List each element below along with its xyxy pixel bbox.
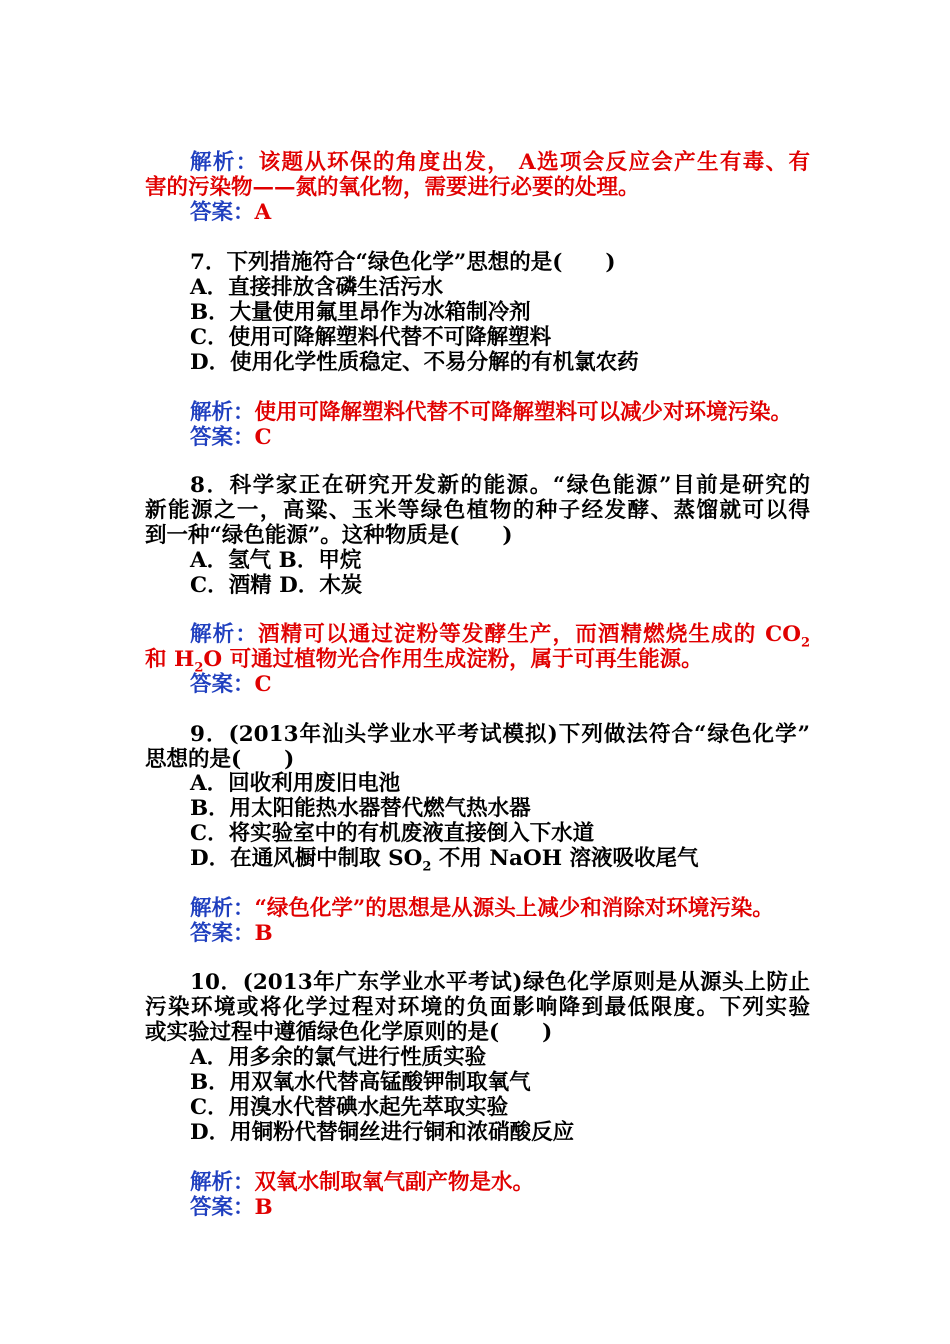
text-run: A．用多余的氯气进行性质实验	[190, 1045, 487, 1070]
text-line	[190, 473, 810, 498]
text-line	[190, 846, 810, 875]
text-line	[190, 1195, 810, 1220]
text-line	[190, 325, 810, 350]
text-line	[190, 1070, 810, 1095]
text-run: A	[254, 200, 272, 225]
text-line	[190, 1095, 810, 1120]
text-run: 到一种“绿色能源”。这种物质是( )	[145, 523, 513, 548]
answer-label: 答案：	[190, 200, 255, 225]
text-line	[190, 400, 810, 425]
text-line	[145, 647, 810, 676]
text-line	[190, 970, 810, 995]
text-run: 该题从环保的角度出发， A选项会反应会产生有毒、有	[258, 150, 810, 175]
text-line	[190, 275, 810, 300]
text-run: 不用 NaOH 溶液吸收尾气	[431, 846, 699, 871]
text-run: 双氧水制取氧气副产物是水。	[254, 1170, 535, 1195]
text-run: 9．(2013年汕头学业水平考试模拟)下列做法符合“绿色化学”	[190, 722, 810, 747]
text-run: 思想的是( )	[145, 747, 295, 772]
text-run: C．使用可降解塑料代替不可降解塑料	[190, 325, 552, 350]
text-run: O 可通过植物光合作用生成淀粉，属于可再生能源。	[203, 647, 703, 672]
text-run: 污染环境或将化学过程对环境的负面影响降到最低限度。下列实验	[145, 995, 810, 1020]
text-line	[190, 350, 810, 375]
text-run: B．用太阳能热水器替代燃气热水器	[190, 796, 531, 821]
text-run: 使用可降解塑料代替不可降解塑料可以减少对环境污染。	[254, 400, 793, 425]
answer-label: 答案：	[190, 672, 255, 697]
subscript: 2	[194, 660, 204, 676]
text-line	[145, 498, 810, 523]
text-line	[190, 548, 810, 573]
text-run: B	[254, 921, 273, 946]
text-run: C．酒精 D．木炭	[190, 573, 363, 598]
text-run: D．使用化学性质稳定、不易分解的有机氯农药	[190, 350, 639, 375]
text-line	[190, 573, 810, 598]
text-run: A．回收利用废旧电池	[190, 771, 401, 796]
text-run: C．将实验室中的有机废液直接倒入下水道	[190, 821, 595, 846]
text-run: 酒精可以通过淀粉等发酵生产，而酒精燃烧生成的 CO	[257, 622, 801, 647]
text-line	[190, 425, 810, 450]
text-run: 7．下列措施符合“绿色化学”思想的是( )	[190, 250, 616, 275]
text-line	[145, 1020, 810, 1045]
text-run: 10．(2013年广东学业水平考试)绿色化学原则是从源头上防止	[190, 970, 810, 995]
text-line	[190, 1120, 810, 1145]
text-run: B．大量使用氟里昂作为冰箱制冷剂	[190, 300, 531, 325]
text-run: 或实验过程中遵循绿色化学原则的是( )	[145, 1020, 553, 1045]
answer-label: 答案：	[190, 425, 255, 450]
answer-label: 解析：	[190, 622, 258, 647]
text-line	[190, 921, 810, 946]
text-run: A．直接排放含磷生活污水	[190, 275, 444, 300]
text-line	[145, 747, 810, 772]
text-line	[190, 150, 810, 175]
text-line	[190, 672, 810, 697]
text-run: C．用溴水代替碘水起先萃取实验	[190, 1095, 509, 1120]
text-line	[190, 896, 810, 921]
answer-label: 解析：	[190, 400, 255, 425]
text-line	[190, 821, 810, 846]
text-run: C	[254, 425, 272, 450]
answer-label: 解析：	[190, 1170, 255, 1195]
text-run: “绿色化学”的思想是从源头上减少和消除对环境污染。	[254, 896, 774, 921]
text-run: D．在通风橱中制取 SO	[190, 846, 423, 871]
text-line	[190, 1045, 810, 1070]
answer-label: 解析：	[190, 150, 259, 175]
answer-label: 解析：	[190, 896, 255, 921]
text-line	[190, 796, 810, 821]
text-line	[190, 200, 810, 225]
text-line	[190, 1170, 810, 1195]
text-line	[190, 250, 810, 275]
text-run: 害的污染物——氮的氧化物，需要进行必要的处理。	[145, 175, 640, 200]
answer-label: 答案：	[190, 1195, 255, 1220]
text-run: 和 H	[145, 647, 195, 672]
answer-label: 答案：	[190, 921, 255, 946]
text-line	[190, 771, 810, 796]
text-run: D．用铜粉代替铜丝进行铜和浓硝酸反应	[190, 1120, 575, 1145]
text-line	[145, 523, 810, 548]
text-line	[190, 300, 810, 325]
subscript: 2	[800, 635, 810, 647]
text-line	[145, 995, 810, 1020]
text-run: 8．科学家正在研究开发新的能源。“绿色能源”目前是研究的	[190, 473, 810, 498]
subscript: 2	[422, 859, 432, 875]
text-line	[190, 622, 810, 647]
text-run: B	[254, 1195, 273, 1220]
text-run: B．用双氧水代替高锰酸钾制取氧气	[190, 1070, 531, 1095]
text-run: A．氢气 B．甲烷	[190, 548, 362, 573]
text-run: C	[254, 672, 272, 697]
text-line	[190, 722, 810, 747]
text-run: 新能源之一，高粱、玉米等绿色植物的种子经发酵、蒸馏就可以得	[145, 498, 810, 523]
text-line	[145, 175, 810, 200]
